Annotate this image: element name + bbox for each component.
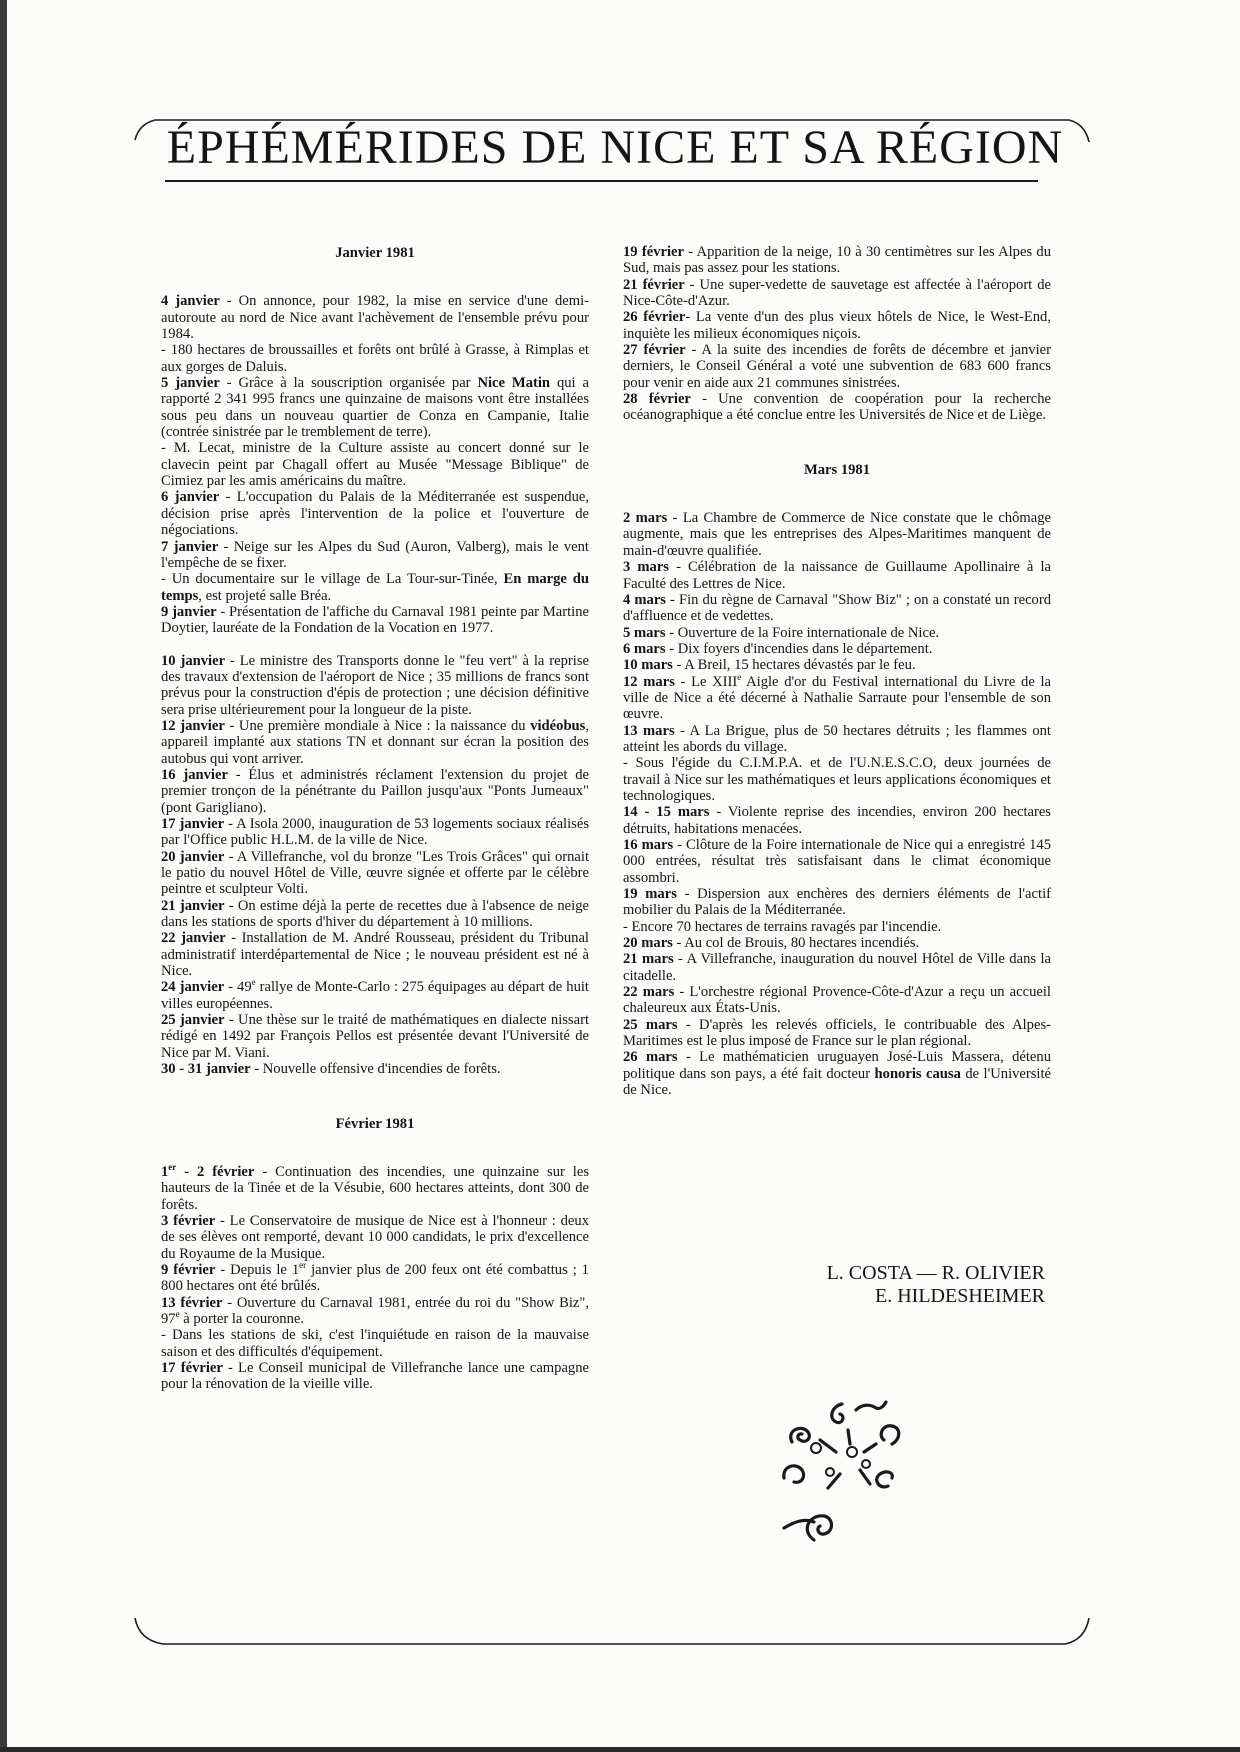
entry-date: 2 mars [623,510,668,527]
entry-text-cont: , est projeté salle Bréa. [198,587,332,604]
entry [623,755,1051,804]
swirl-ornament-icon [780,1400,940,1560]
entry-text-cont: qui a rapporté 2 341 995 francs une quinzaine de maisons vont être installées sous peu dans un nouveau quartier de Conza en Campanie, Italie (contrée sinistrée par le tremblement de terre). [161,375,589,441]
entry-text: - Le XIII [674,673,738,690]
entry-date: 16 mars [623,837,674,853]
entry-date: 22 janvier [161,930,226,947]
entry-text: - Le Conservatoire de musique de Nice est à l'honneur : deux de ses élèves ont remporté, devant 10 000 candidats, le prix d'excellence du Royaume de la Musique. [161,1212,589,1262]
entry-date: 21 février [623,276,685,293]
entry [623,641,1051,657]
entry-text: - 49 [224,979,252,996]
entry-bold: En marge du temps [161,571,590,604]
entry-text-cont: à porter la couronne. [179,1310,304,1327]
entry [161,489,589,538]
entry-text-cont: , appareil implanté aux stations TN et donnant sur écran la position des autobus qui vont arriver. [161,717,590,767]
entries-fevrier [161,1161,589,1393]
entry-text: - On annonce, pour 1982, la mise en service d'une demi-autoroute au nord de Nice avant l'achèvement de l'ensemble prévu pour 1984. [161,293,589,343]
entry-sup: er [299,1260,307,1271]
entry [161,1262,589,1295]
entry-text: - Dans les stations de ski, c'est l'inquiétude en raison de la mauvaise saison et des difficultés d'équipement. [161,1327,589,1360]
entry [623,244,1051,277]
entry [623,391,1051,424]
entry [623,886,1051,919]
entry-text: - Une première mondiale à Nice : la naissance du [224,717,531,734]
entry-text: - Continuation des incendies, une quinzaine sur les hauteurs de la Tinée et de la Vésubie, 600 hectares atteints, dont 300 de forêts. [161,1163,589,1213]
entry-text: - Un documentaire sur le village de La Tour-sur-Tinée, [161,571,504,588]
entry-text: - Sous l'égide du C.I.M.P.A. et de l'U.N.E.S.C.O, deux journées de travail à Nice sur les mathématiques et leurs applications économiques et technologiques. [623,755,1051,804]
entry-date: 14 - 15 mars [623,804,710,821]
entry-date: 6 mars [623,640,666,657]
authors-signature [700,1262,1045,1308]
entry-text-cont: de l'Université de Nice. [623,1065,1052,1099]
entry [161,1295,589,1328]
entry [161,816,589,849]
entry-text: - Clôture de la Foire internationale de Nice qui a enregistré 145 000 entrées, résultat très satisfaisant dans le climat économique assombri. [623,837,1051,886]
entry [623,837,1051,886]
entry-text: - Le ministre des Transports donne le "feu vert" à la reprise des travaux d'extension de l'aéroport de Nice ; 35 millions de francs sont prévus pour la construction d'épis de protection ; une décision définitive sera prise ultérieurement pour la longueur de la piste. [161,652,589,718]
entry-date: 22 mars [623,984,675,1001]
entry-sup: e [175,1309,180,1320]
entry-date: 12 janvier [161,717,225,734]
entry-date-sup: er [168,1161,177,1172]
entry [161,1327,589,1360]
entry-date: 3 février [161,1212,216,1229]
entry-date: 13 février [161,1294,223,1311]
entry-date: 9 janvier [161,603,217,620]
month-heading-mars: Mars 1981 [803,461,871,478]
entry [623,657,1051,673]
entry-text: - A Breil, 15 hectares dévastés par le feu. [672,657,916,674]
entry-text: - La vente d'un des plus vieux hôtels de Nice, le West-End, inquiète les milieux économiques niçois. [623,309,1051,342]
entry-text: - Présentation de l'affiche du Carnaval 1981 peinte par Martine Doytier, lauréate de la Fondation de la Vocation en 1977. [161,603,589,637]
entry-text: - Encore 70 hectares de terrains ravagés par l'incendie. [623,918,942,935]
page-edge [0,1747,1240,1752]
entry [161,1012,589,1061]
entry-text-cont: janvier plus de 200 feux ont été combattus ; 1 800 hectares ont été brûlés. [161,1261,589,1295]
entry-text: - D'après les relevés officiels, le contribuable des Alpes-Maritimes est le plus imposé de France sur le plan régional. [623,1016,1051,1050]
entry [161,930,589,979]
entry [623,559,1051,592]
entry-text: - Dix foyers d'incendies dans le département. [665,640,933,657]
entry-text: - Installation de M. André Rousseau, président du Tribunal administratif interdépartemental de Nice ; le nouveau président est né à Nice. [161,930,589,980]
entry-date: 10 mars [623,657,673,674]
entry-date: 20 mars [623,935,673,952]
entry-date: 6 janvier [161,489,220,506]
entry-date: 7 janvier [161,538,219,555]
entry-text: - Ouverture de la Foire internationale de Nice. [665,624,940,641]
entry-text: - Élus et administrés réclament l'extension du projet de premier tronçon de la pénétrante du Paillon jusqu'aux "Ponts Jumeaux" (pont Garigliano). [161,766,589,816]
entries-janvier [161,293,589,1077]
entry [623,919,1051,935]
entry-date-cont: - 2 février [176,1163,255,1180]
entry-text: - A La Brigue, plus de 50 hectares détruits ; les flammes ont atteint les abords du village. [623,722,1051,755]
entry-text-cont: rallye de Monte-Carlo : 275 équipages au départ de huit villes européennes. [161,979,589,1012]
entry [623,935,1051,951]
entry-date: 9 février [161,1261,216,1278]
entry-date: 30 - 31 janvier [161,1061,251,1078]
entry [161,898,589,931]
entry-text: - Célébration de la naissance de Guillaume Apollinaire à la Faculté des Lettres de Nice. [623,559,1051,592]
entry-date: 17 janvier [161,816,225,832]
entry [623,592,1051,625]
entry [161,1061,589,1077]
entry-text: - Une convention de coopération pour la recherche océanographique a été conclue entre les Universités de Nice et de Liège. [623,391,1051,424]
entry [623,625,1051,641]
binding-shadow [0,0,7,1752]
entry-bold: honoris causa [874,1065,961,1082]
entries-mars [623,510,1051,1098]
entry-bold: vidéobus [530,717,586,734]
entry-text: - Une super-vedette de sauvetage est affectée à l'aéroport de Nice-Côte-d'Azur. [623,276,1051,310]
entry [623,671,1051,723]
entry [161,1213,589,1262]
entry [161,375,589,440]
authors-line-2: E. HILDESHEIMER [875,1285,1045,1307]
entry [161,342,589,375]
entry-text: - Ouverture du Carnaval 1981, entrée du roi du "Show Biz", 97 [161,1294,589,1327]
entry-date: 13 mars [623,722,675,739]
entry-text: - A Villefranche, vol du bronze "Les Trois Grâces" qui ornait le patio du nouvel Hôtel de Ville, œuvre signée et offerte par le célèbre peintre et sculpteur Volti. [161,848,590,898]
entry [161,539,589,572]
entry-date: 24 janvier [161,979,225,996]
entry-text: - A Isola 2000, inauguration de 53 logements sociaux réalisés par l'Office public H.L.M. de la ville de Nice. [161,816,589,849]
entry [161,718,589,767]
entry-date: 26 février [623,309,686,326]
entry-date: 3 mars [623,559,669,576]
entry [623,951,1051,984]
entry-text: - A la suite des incendies de forêts de décembre et janvier derniers, le Conseil Général a voté une subvention de 683 600 francs pour venir en aide aux 21 communes sinistrées. [623,342,1051,391]
entry [623,1017,1051,1050]
entries-fevrier-suite [623,244,1051,424]
entry [161,1161,589,1213]
entry-text: - On estime déjà la perte de recettes due à l'absence de neige dans les stations de sports d'hiver du département à 10 millions. [161,897,589,931]
entry [161,979,589,1012]
entry [623,804,1051,837]
entry [161,767,589,816]
entry-date: 28 février [623,391,691,408]
entry [161,440,589,489]
entry-text: - L'occupation du Palais de la Méditerranée est suspendue, décision prise après l'intervention de la police et l'ouverture de négociations. [161,489,590,539]
entry-date: 21 janvier [161,897,225,914]
entry [161,849,589,898]
entry-text: - Une thèse sur le traité de mathématiques en dialecte nissart rédigé en 1492 par François Pellos est présentée devant l'Université de Nice par M. Viani. [161,1012,589,1061]
entry-text: - A Villefranche, inauguration du nouvel Hôtel de Ville dans la citadelle. [623,951,1051,984]
left-column [161,245,589,1393]
entry-date: 10 janvier [161,652,226,669]
entry [161,1360,589,1393]
entry-date: 5 janvier [161,375,220,392]
entry-text: - Nouvelle offensive d'incendies de forêts. [250,1061,501,1078]
entry-date: 12 mars [623,673,675,690]
entry [623,309,1051,342]
entry-date: 19 mars [623,886,677,903]
entry [623,1049,1051,1098]
entry-sup: e [737,671,742,682]
entry-text: - L'orchestre régional Provence-Côte-d'Azur a reçu un accueil chaleureux aux États-Unis. [623,984,1051,1017]
entry [161,604,589,637]
entry-text-cont: Aigle d'or du Festival international du Livre de la ville de Nice a été décerné à Nathalie Sarraute pour l'ensemble de son œuvre. [623,673,1051,723]
entry [161,653,589,718]
entry-text: - Apparition de la neige, 10 à 30 centimètres sur les Alpes du Sud, mais pas assez pour les stations. [623,244,1051,277]
entry-text: - M. Lecat, ministre de la Culture assiste au concert donné sur le clavecin peint par Chagall offert au Musée "Message Biblique" de Cimiez par les amis américains du maître. [161,440,589,490]
page-title: ÉPHÉMÉRIDES DE NICE ET SA RÉGION [166,121,1064,174]
entry-date: 25 mars [623,1016,678,1033]
entry-date: 1 [161,1163,169,1180]
entry [161,293,589,342]
entry-date: 5 mars [623,624,666,641]
entry-date: 17 février [161,1359,223,1376]
entry-sup: e [251,977,256,988]
entry-date: 4 mars [623,591,666,608]
entry-text: - 180 hectares de broussailles et forêts ont brûlé à Grasse, à Rimplas et aux gorges de Daluis. [161,342,589,375]
entry-text: - Dispersion aux enchères des derniers éléments de l'actif mobilier du Palais de la Méditerranée. [623,886,1051,919]
entry-text: - La Chambre de Commerce de Nice constate que le chômage augmente, mais que les entreprises des Alpes-Maritimes manquent de main-d'œuvre qualifiée. [623,510,1052,559]
entry-text: - Le Conseil municipal de Villefranche lance une campagne pour la rénovation de la vieille ville. [161,1359,589,1393]
entry [623,510,1051,559]
entry-date: 19 février [623,244,684,260]
entry-date: 27 février [623,342,686,359]
entry-date: 4 janvier [161,293,220,310]
entry-date: 25 janvier [161,1012,225,1029]
entry [623,342,1051,391]
entry-date: 20 janvier [161,848,225,865]
right-column [623,244,1051,1099]
month-heading-fevrier: Février 1981 [335,1115,415,1132]
title-rule [165,180,1038,182]
entry-date: 21 mars [623,951,674,968]
entry-text: - Fin du règne de Carnaval "Show Biz" ; on a constaté un record d'affluence et de vedettes. [623,591,1051,625]
entry-text: - Au col de Brouis, 80 hectares incendiés. [672,935,920,952]
entry-date: 16 janvier [161,766,228,783]
entry-text: - Depuis le 1 [215,1261,300,1278]
entry [623,277,1051,310]
authors-line-1: L. COSTA — R. OLIVIER [826,1262,1045,1284]
entry-text: - Grâce à la souscription organisée par [219,375,478,392]
entry [623,723,1051,756]
entry-date: 26 mars [623,1049,678,1066]
entry-text: - Violente reprise des incendies, environ 200 hectares détruits, habitations menacées. [623,804,1051,837]
entry-bold: Nice Matin [477,375,551,392]
entry-text: - Neige sur les Alpes du Sud (Auron, Valberg), mais le vent l'empêche de se fixer. [161,538,589,571]
entry-text: - Le mathématicien uruguayen José-Luis Massera, détenu politique dans son pays, a été fait docteur [623,1049,1051,1082]
entry [161,571,589,604]
entry [623,984,1051,1017]
month-heading-janvier: Janvier 1981 [335,245,415,261]
